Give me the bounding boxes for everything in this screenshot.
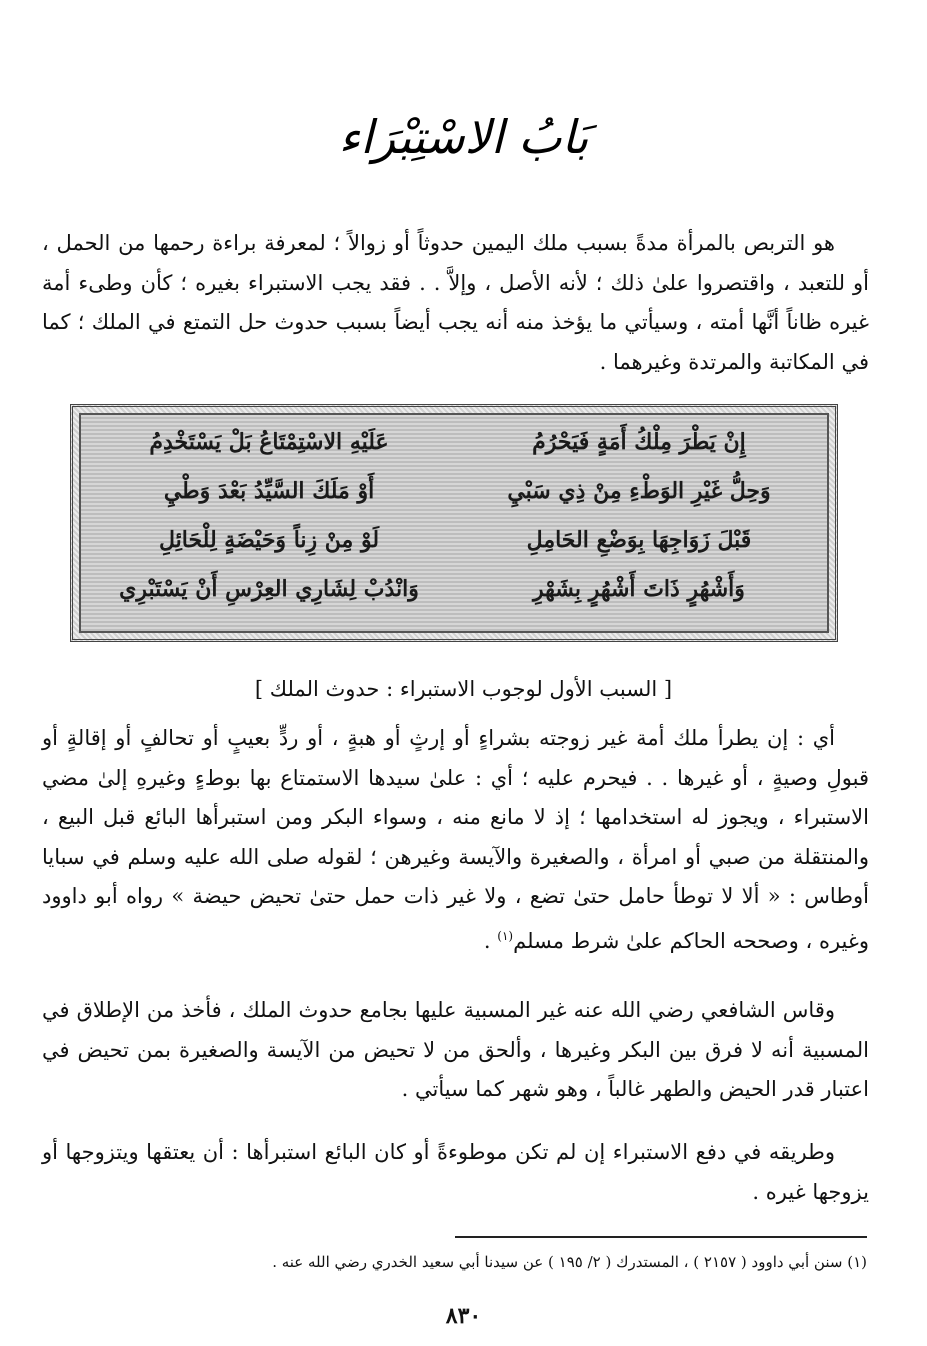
footnote-number: (١) [847, 1253, 867, 1271]
poem-verse [105, 576, 803, 625]
commentary-text-end: . [483, 928, 498, 953]
poem-inner-frame [79, 413, 829, 633]
footnote-text: سنن أبي داوود ( ٢١٥٧ ) ، المستدرك ( ٢/ ١٩٥ ) عن سيدنا أبي سعيد الخدري رضي الله عنه . [272, 1253, 843, 1271]
section-heading: [ السبب الأول لوجوب الاستبراء : حدوث الملك ] [254, 677, 673, 701]
analogy-text: وقاس الشافعي رضي الله عنه غير المسبية عليها بجامع حدوث الملك ، فأخذ من الإطلاق في المسبية أنه لا فرق بين البكر وغيرها ، وألحق من لا تحيض من الآيسة والصغيرة بمن تحيض في اعتبار قدر الحيض والطهر غالباً ، وهو شهر كما سيأتي . [42, 998, 869, 1101]
method-text: وطريقه في دفع الاستبراء إن لم تكن موطوءةً أو كان البائع استبرأها : أن يعتقها ويتزوجها أو يزوجها غيره . [42, 1140, 869, 1204]
page-number: ٨٣٠ [445, 1303, 482, 1329]
poem-hemistich-left: عَلَيْهِ الاسْتِمْتَاعُ بَلْ يَسْتَخْدِمُ [149, 429, 389, 455]
poem-box [70, 404, 838, 642]
intro-paragraph [42, 224, 869, 382]
poem-hemistich-left: لَوْ مِنْ زِناً وَحَيْضَةٍ لِلْحَائِلِ [158, 527, 380, 553]
commentary-paragraph [42, 719, 869, 961]
footnote-reference: (١) [497, 928, 514, 943]
poem-hemistich-left: وَانْدُبْ لِشَارِي العِرْسِ أَنْ يَسْتَبْرِي [119, 576, 419, 602]
method-paragraph [42, 1133, 869, 1212]
commentary-text: أي : إن يطرأ ملك أمة غير زوجته بشراءٍ أو إرثٍ أو هبةٍ ، أو ردٍّ بعيبٍ أو تحالفٍ أو إقالةٍ أو قبولِ وصيةٍ ، أو غيرها . . فيحرم عليه ؛ أي : علىٰ سيدها الاستمتاع بها بوطءٍ وغيرهِ إلىٰ مضي الاستبراء ، ويجوز له استخدامها ؛ إذ لا مانع منه ، وسواء البكر ومن استبرأها البائع قبل البيع ، والمنتقلة من صبي أو امرأة ، والصغيرة والآيسة وغيرهن ؛ لقوله صلى الله عليه وسلم في سبايا أوطاس : « ألا لا توطأ حامل حتىٰ تضع ، ولا غير ذات حمل حتىٰ تحيض حيضة » رواه أبو داوود وغيره ، وصححه الحاكم علىٰ شرط مسلم [42, 726, 869, 953]
footnote-divider [455, 1236, 867, 1238]
poem-hemistich-right: قَبْلَ زَوَاجِهَا بِوَضْعِ الحَامِلِ [526, 527, 752, 553]
poem-verse [105, 527, 803, 576]
poem-hemistich-right: إِنْ يَطْرَ مِلْكُ أَمَةٍ فَيَحْرُمُ [532, 429, 746, 455]
footnote [150, 1250, 867, 1274]
poem-hemistich-left: أَوْ مَلَكَ السَّيِّدُ بَعْدَ وَطْيِ [163, 478, 375, 504]
chapter-title: بَابُ الاسْتِبْرَاء [338, 110, 589, 164]
poem-hemistich-right: وَأَشْهُرٍ ذَاتَ أَشْهُرٍ بِشَهْرِ [533, 576, 745, 602]
poem-hemistich-right: وَحِلُّ غَيْرِ الوَطْءِ مِنْ ذِي سَبْيِ [507, 478, 771, 504]
intro-text: هو التربص بالمرأة مدةً بسبب ملك اليمين حدوثاً أو زوالاً ؛ لمعرفة براءة رحمها من الحمل ، أو للتعبد ، واقتصروا علىٰ ذلك ؛ لأنه الأصل ، وإلاَّ . . فقد يجب الاستبراء بغيره ؛ كأن وطىء أمة غيره ظاناً أنَّها أمته ، وسيأتي ما يؤخذ منه أنه يجب أيضاً بسبب حدوث حل التمتع في الملك ؛ كما في المكاتبة والمرتدة وغيرهما . [42, 231, 869, 374]
analogy-paragraph [42, 991, 869, 1110]
poem-verse [105, 429, 803, 478]
poem-verse [105, 478, 803, 527]
